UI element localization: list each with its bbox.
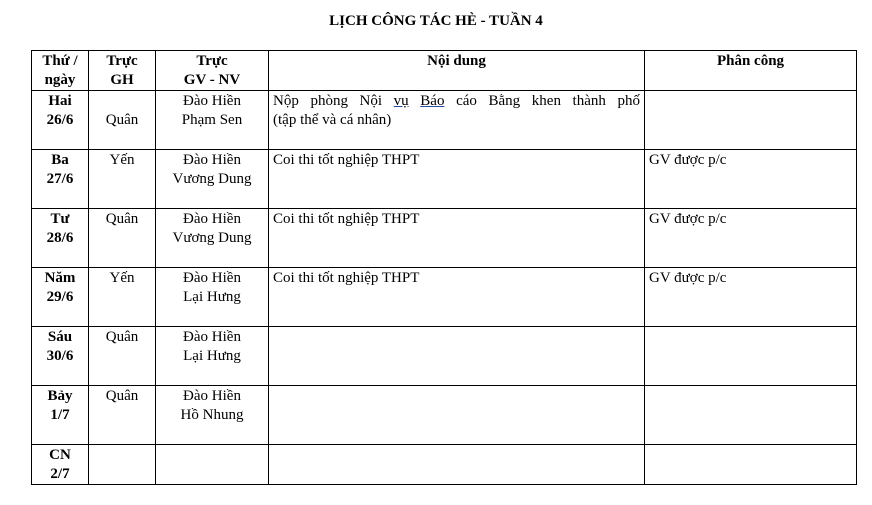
gh-cell: Quân <box>89 327 156 386</box>
content-cell: Coi thi tốt nghiệp THPT <box>269 150 645 209</box>
table-header-row <box>32 51 857 91</box>
table-row <box>32 327 857 386</box>
header-assign: Phân công <box>645 51 857 91</box>
header-gh <box>89 51 156 91</box>
assign-cell: GV được p/c <box>645 150 857 209</box>
gv-cell <box>156 209 269 268</box>
assign-cell <box>645 386 857 445</box>
content-cell <box>269 327 645 386</box>
gv-name-2: Phạm Sen <box>181 112 243 128</box>
day-date: 30/6 <box>46 348 74 364</box>
header-gv-line2: GV - NV <box>183 72 241 88</box>
gv-name-1: Đào Hiền <box>183 93 241 109</box>
header-gh-line1: Trực <box>106 53 138 69</box>
table-row <box>32 268 857 327</box>
content-cell <box>269 386 645 445</box>
day-cell <box>32 386 89 445</box>
content-cell: Coi thi tốt nghiệp THPT <box>269 209 645 268</box>
content-line-2: (tập thể và cá nhân) <box>273 112 392 128</box>
day-cell <box>32 91 89 150</box>
day-name: Sáu <box>47 329 73 345</box>
day-cell <box>32 209 89 268</box>
day-cell <box>32 445 89 485</box>
day-date: 29/6 <box>46 289 74 305</box>
gh-cell: Quân <box>89 209 156 268</box>
gv-name-2: Hồ Nhung <box>180 407 244 423</box>
day-name: Tư <box>50 211 70 227</box>
gv-name-2: Lại Hưng <box>183 348 241 364</box>
day-date: 2/7 <box>50 466 70 482</box>
table-row <box>32 386 857 445</box>
day-name: Ba <box>51 152 69 168</box>
header-day-line2: ngày <box>44 72 76 88</box>
day-cell <box>32 150 89 209</box>
gv-cell <box>156 150 269 209</box>
content-cell <box>269 445 645 485</box>
gv-cell <box>156 91 269 150</box>
gv-name-1: Đào Hiền <box>183 388 241 404</box>
content-cell <box>269 91 645 150</box>
header-gh-line2: GH <box>110 72 134 88</box>
day-date: 26/6 <box>46 112 74 128</box>
gh-cell: Yến <box>89 150 156 209</box>
gh-name: Quân <box>105 112 139 128</box>
gh-cell: Quân <box>89 386 156 445</box>
gh-cell <box>89 91 156 150</box>
content-text-marked-2: Báo <box>420 93 445 109</box>
page-title: LỊCH CÔNG TÁC HÈ - TUẦN 4 <box>329 13 543 29</box>
content-text-gap <box>409 93 421 109</box>
day-name: Năm <box>44 270 76 286</box>
content-cell: Coi thi tốt nghiệp THPT <box>269 268 645 327</box>
day-date: 1/7 <box>50 407 70 423</box>
gv-cell <box>156 268 269 327</box>
header-day-line1: Thứ / <box>42 53 78 69</box>
gh-cell: Yến <box>89 268 156 327</box>
header-gv <box>156 51 269 91</box>
gh-cell <box>89 445 156 485</box>
content-text-a: Nộp phòng Nội <box>273 93 394 109</box>
header-day <box>32 51 89 91</box>
content-text-b: cáo Bằng khen thành phố <box>444 93 640 109</box>
day-cell <box>32 268 89 327</box>
gv-cell <box>156 386 269 445</box>
day-name: Hai <box>48 93 72 109</box>
table-row <box>32 209 857 268</box>
day-name: CN <box>49 447 71 463</box>
gv-name-2: Vương Dung <box>172 230 252 246</box>
table-row <box>32 150 857 209</box>
table-row <box>32 91 857 150</box>
day-name: Bảy <box>47 388 73 404</box>
gv-name-2: Lại Hưng <box>183 289 241 305</box>
day-date: 27/6 <box>46 171 74 187</box>
table-row <box>32 445 857 485</box>
header-content: Nội dung <box>269 51 645 91</box>
schedule-table <box>31 50 857 485</box>
day-cell <box>32 327 89 386</box>
header-gv-line1: Trực <box>196 53 228 69</box>
gv-cell <box>156 445 269 485</box>
gv-name-2: Vương Dung <box>172 171 252 187</box>
content-text-marked: vụ <box>393 93 409 109</box>
assign-cell <box>645 445 857 485</box>
assign-cell <box>645 327 857 386</box>
assign-cell <box>645 91 857 150</box>
gv-cell <box>156 327 269 386</box>
gv-name-1: Đào Hiền <box>183 152 241 168</box>
gv-name-1: Đào Hiền <box>183 270 241 286</box>
content-line-1 <box>273 92 640 111</box>
gv-name-1: Đào Hiền <box>183 329 241 345</box>
gv-name-1: Đào Hiền <box>183 211 241 227</box>
assign-cell: GV được p/c <box>645 268 857 327</box>
assign-cell: GV được p/c <box>645 209 857 268</box>
day-date: 28/6 <box>46 230 74 246</box>
